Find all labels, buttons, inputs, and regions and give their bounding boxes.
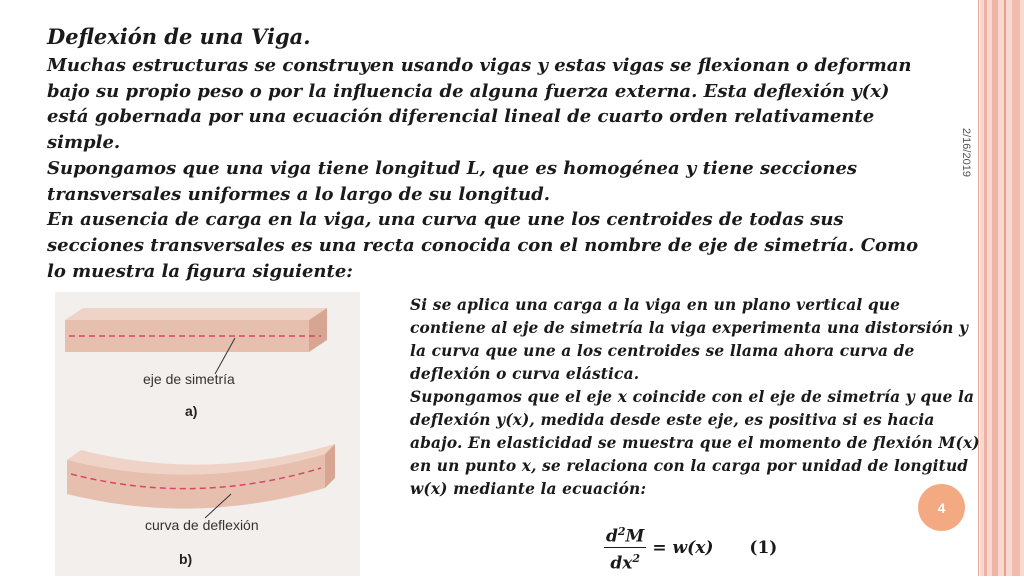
label-b: b) <box>179 551 193 567</box>
label-a: a) <box>185 403 198 419</box>
right-paragraph: Supongamos que el eje x coincide con el eje de simetría y que la deflexión y(x), medida desde este eje, es positiva si es hacia abajo. En elasticidad se muestra que el momento de flexión M(x) en un punto x, se relaciona con la carga por unidad de longitud w(x) mediante la ecuación: <box>410 388 980 498</box>
equation-fraction <box>604 522 646 574</box>
intro-text <box>47 53 927 284</box>
right-text <box>410 294 980 501</box>
equation-number: (1) <box>749 538 778 558</box>
equation-1 <box>604 520 777 576</box>
num-var: M <box>625 526 645 547</box>
beam-diagram <box>55 292 360 576</box>
decorative-stripes <box>980 0 1024 576</box>
equation-denominator <box>610 548 640 575</box>
beam-figure <box>55 292 360 576</box>
den-exp: 2 <box>632 551 641 565</box>
straight-beam <box>65 308 327 352</box>
equation-numerator <box>604 522 646 548</box>
equation-rhs: = w(x) <box>652 538 714 558</box>
num-exp: 2 <box>617 524 626 538</box>
label-curva-deflexion: curva de deflexión <box>145 517 259 533</box>
intro-paragraph: Muchas estructuras se construyen usando vigas y estas vigas se flexionan o deforman bajo su propio peso o por la influencia de alguna fuerza externa. Esta deflexión y(x) está gobernada por una ecuación diferencial lineal de cuarto orden relativamente simple. <box>47 55 912 154</box>
label-eje-simetria: eje de simetría <box>143 371 235 387</box>
page-number-badge: 4 <box>918 484 965 531</box>
intro-paragraph: Supongamos que una viga tiene longitud L, que es homogénea y tiene secciones transversales uniformes a lo largo de su longitud. <box>47 157 858 205</box>
slide-date: 2/16/2019 <box>960 128 972 177</box>
bent-beam <box>67 444 335 509</box>
intro-paragraph: En ausencia de carga en la viga, una curva que une los centroides de todas sus secciones transversales es una recta conocida con el nombre de eje de simetría. Como lo muestra la figura siguiente: <box>47 209 919 282</box>
right-paragraph: Si se aplica una carga a la viga en un plano vertical que contiene al eje de simetría la viga experimenta una distorsión y la curva que une a los centroides se llama ahora curva de deflexión o curva elástica. <box>410 296 969 383</box>
slide-title: Deflexión de una Viga. <box>47 24 311 49</box>
den-base: dx <box>610 553 633 574</box>
num-base: d <box>606 526 618 547</box>
